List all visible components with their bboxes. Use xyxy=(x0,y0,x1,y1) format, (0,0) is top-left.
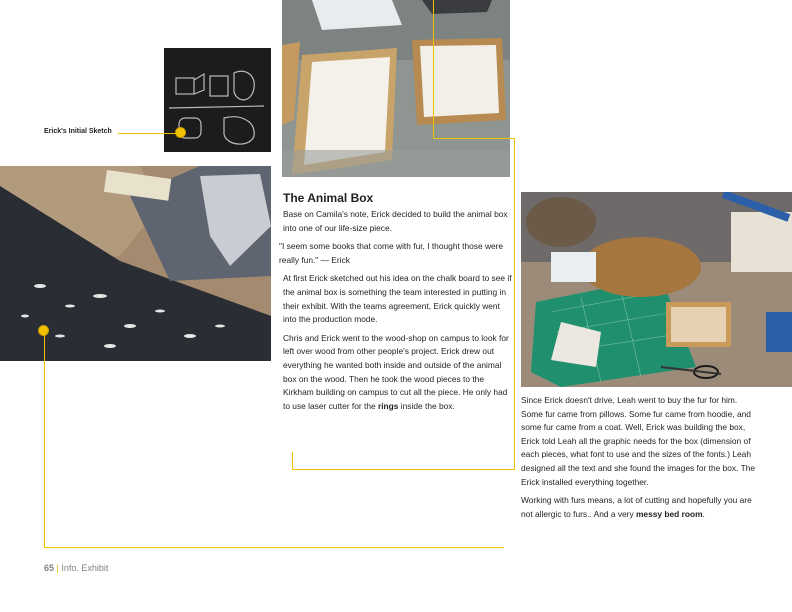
callout-line-sketch xyxy=(118,133,178,134)
paragraph: Chris and Erick went to the wood-shop on campus to look for left over wood from other people's project. Erick drew out everything he wanted both inside and outside of the animal box on the wood. Then he took the wood pieces to the Kirkham building on campus to cut all the piece. He only had to use laser cutter for the rings inside the box. xyxy=(283,332,509,411)
callout-line-feathers xyxy=(44,547,504,548)
callout-dot-sketch xyxy=(175,127,186,138)
paragraph: At first Erick sketched out his idea on the chalk board to see if the animal box is something the team interested in putting in their exhibit. With the teams agreement, Erick quickly went into the production mode. xyxy=(283,273,512,325)
folio-section: Info. Exhibit xyxy=(61,563,109,573)
paragraph: Base on Camila's note, Erick decided to build the animal box into one of our life-size piece. xyxy=(283,209,508,233)
callout-line-center-column xyxy=(292,452,293,470)
callout-line-feathers xyxy=(44,330,45,547)
paragraph: Working with furs means, a lot of cutting and hopefully you are not allergic to furs.. And a very messy bed room. xyxy=(521,495,752,519)
callout-line-center-column xyxy=(292,469,515,470)
page-footer xyxy=(44,563,108,573)
paragraph: Since Erick doesn't drive, Leah went to buy the fur for him. Some fur came from pillows. Some fur came from hoodie, and some fur came from a coat. Well, Erick was building the box, Erick told Leah all the graphic needs for the box (dimension of each pieces, what font to use and the sizes of the fonts.) Leah designed all the text and she found the images for the box. The Erick installed everything together. xyxy=(521,395,756,487)
photo-fur-workspace xyxy=(521,192,792,387)
page-number: 65 xyxy=(44,563,55,573)
center-column xyxy=(279,208,513,418)
sketch-caption: Erick's Initial Sketch xyxy=(44,128,112,135)
photo-wood-frames xyxy=(282,0,510,177)
callout-line-center-column xyxy=(514,138,515,470)
right-column xyxy=(521,394,757,526)
folio-separator: | xyxy=(56,563,59,573)
section-heading: The Animal Box xyxy=(283,191,374,205)
callout-line-top-photo xyxy=(433,0,434,138)
quote: "I seem some books that come with fur, I thought those were really fun." — Erick xyxy=(279,241,504,265)
callout-line-top-photo xyxy=(433,138,514,139)
